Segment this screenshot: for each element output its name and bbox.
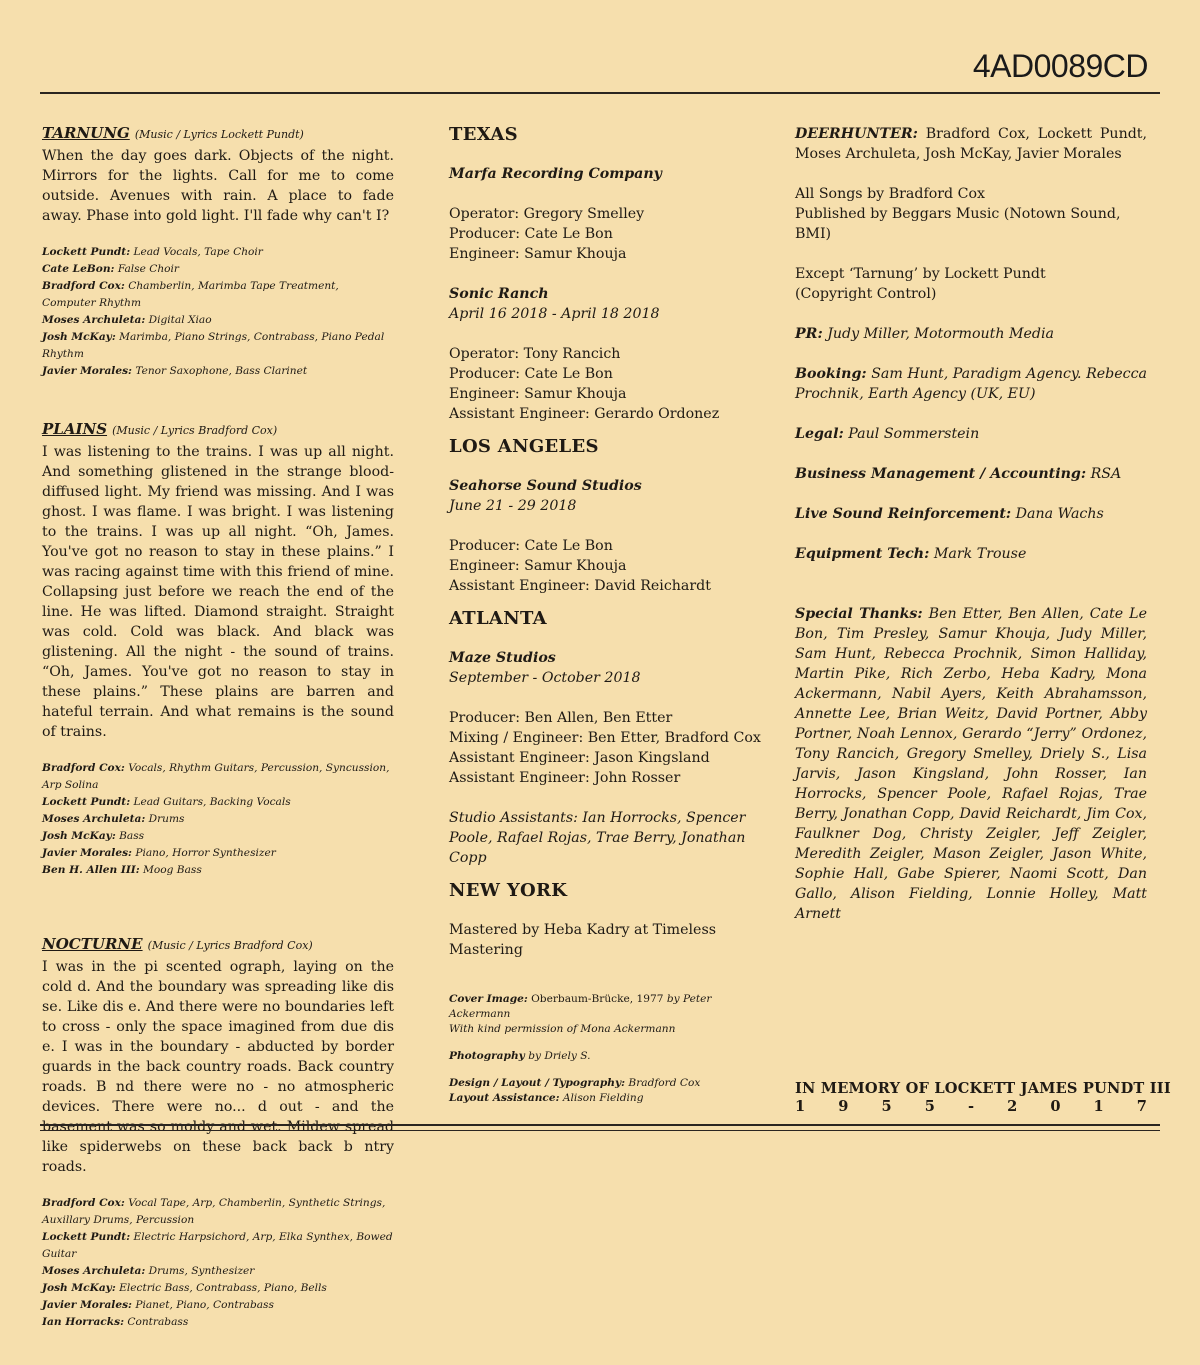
location-heading-la: LOS ANGELES [449, 436, 599, 457]
credit-line [42, 811, 394, 828]
song-tarnung [42, 124, 394, 380]
credit-name: Cate LeBon: [42, 263, 115, 275]
song-lyrics: I was listening to the trains. I was up all night. And something glistened in the strange blood-diffused light. My friend was missing. And I was ghost. I was flame. I was bright. I was listening to the trains. I was up all night. “Oh, James. You've got no reason to stay in these plains.” I was racing against time with this friend of mine. Collapsing just before we reach the end of the line. He was lifted. Diamond straight. Straight was cold. Cold was black. And black was glistening. All the night - the sound of trains. “Oh, James. You've got no reason to stay in these plains.” These plains are barren and hateful terrain. And what remains is the sound of trains. [42, 444, 394, 740]
studio-assistants: Studio Assistants: Ian Horrocks, Spencer Poole, Rafael Rojas, Trae Berry, Jonathan Copp [449, 810, 746, 866]
credit-role: Marimba, Piano Strings, Contrabass, Piano Pedal Rhythm [42, 331, 385, 360]
design-label: Design / Layout / Typography: [449, 1077, 626, 1089]
studio-date: September - October 2018 [449, 670, 641, 686]
studio-credit: Mixing / Engineer: Ben Etter, Bradford Cox [449, 730, 761, 746]
memorial-title: IN MEMORY OF LOCKETT JAMES PUNDT III [795, 1080, 1171, 1097]
credit-name: Moses Archuleta: [42, 813, 146, 825]
studio-name: Sonic Ranch [449, 286, 549, 302]
credit-line [42, 828, 394, 845]
credit-name: Javier Morales: [42, 847, 132, 859]
credit-role: Chamberlin, Marimba Tape Treatment, Computer Rhythm [42, 280, 339, 309]
credits-column [795, 124, 1147, 944]
layout-assist-credit [449, 1091, 767, 1106]
credit-line [42, 1263, 394, 1280]
pr-credit: PR: Judy Miller, Motormouth Media [795, 326, 1055, 342]
credit-line [42, 312, 394, 329]
legal-credit: Legal: Paul Sommerstein [795, 426, 980, 442]
credit-line [42, 1195, 394, 1229]
credit-name: Ben H. Allen III: [42, 864, 140, 876]
credit-name: Josh McKay: [42, 331, 116, 343]
studio-credit: Producer: Cate Le Bon [449, 226, 613, 242]
bottom-rule [40, 1124, 1160, 1131]
catalog-number: 4AD0089CD [972, 48, 1148, 84]
location-heading-newyork: NEW YORK [449, 880, 568, 901]
studio-credit: Assistant Engineer: John Rosser [449, 770, 681, 786]
credit-name: Lockett Pundt: [42, 246, 131, 258]
song-subtitle: (Music / Lyrics Bradford Cox) [147, 939, 313, 952]
band-lineup [795, 124, 1147, 164]
credit-line [42, 845, 394, 862]
credit-name: Moses Archuleta: [42, 1265, 146, 1277]
studio-credit: Operator: Tony Rancich [449, 346, 621, 362]
credit-role: Drums, Synthesizer [148, 1265, 255, 1277]
top-rule [40, 92, 1160, 94]
recording-column [449, 124, 767, 1106]
studio-credit: Operator: Gregory Smelley [449, 206, 645, 222]
exception-note: Except ‘Tarnung’ by Lockett Pundt (Copyright Control) [795, 266, 1046, 302]
studio-name: Seahorse Sound Studios [449, 478, 642, 494]
credit-role: Vocal Tape, Arp, Chamberlin, Synthetic Strings, Auxillary Drums, Percussion [42, 1197, 386, 1226]
studio-date: June 21 - 29 2018 [449, 498, 577, 514]
song-subtitle: (Music / Lyrics Bradford Cox) [112, 424, 278, 437]
studio-credit: Producer: Cate Le Bon [449, 538, 613, 554]
credit-line [42, 862, 394, 879]
business-credit: Business Management / Accounting: RSA [795, 466, 1122, 482]
credit-name: Javier Morales: [42, 1299, 132, 1311]
studio-credit: Assistant Engineer: Jason Kingsland [449, 750, 710, 766]
credit-role: Lead Vocals, Tape Choir [133, 246, 263, 258]
layout-assist-name: Alison Fielding [562, 1092, 644, 1104]
song-title: TARNUNG [42, 124, 130, 142]
credit-line [42, 1314, 394, 1331]
credit-role: Electric Bass, Contrabass, Piano, Bells [119, 1282, 327, 1294]
live-sound-credit: Live Sound Reinforcement: Dana Wachs [795, 506, 1104, 522]
song-nocturne [42, 935, 394, 1331]
song-plains [42, 420, 394, 879]
credit-line [42, 363, 394, 380]
credit-role: Tenor Saxophone, Bass Clarinet [135, 365, 308, 377]
publishing [795, 184, 1147, 244]
credit-role: Moog Bass [143, 864, 202, 876]
band-members: Bradford Cox, Lockett Pundt, Moses Archuleta, Josh McKay, Javier Morales [795, 126, 1148, 162]
credit-role: Lead Guitars, Backing Vocals [133, 796, 291, 808]
cover-credit [449, 992, 767, 1022]
credit-name: Ian Horracks: [42, 1316, 124, 1328]
memorial [795, 1080, 1171, 1116]
credit-name: Josh McKay: [42, 1282, 116, 1294]
credit-line [42, 1297, 394, 1314]
credit-line [42, 1280, 394, 1297]
credit-role: Digital Xiao [148, 314, 212, 326]
studio-credit: Producer: Ben Allen, Ben Etter [449, 710, 673, 726]
special-thanks: Special Thanks: Ben Etter, Ben Allen, Cate Le Bon, Tim Presley, Samur Khouja, Judy Miller, Sam Hunt, Rebecca Prochnik, Simon Halliday, Martin Pike, Rich Zerbo, Heba Kadry, Mona Ackermann, Nabil Ayers, Keith Abrahamsson, Annette Lee, Brian Weitz, David Portner, Abby Portner, Noah Lennox, Gerardo “Jerry” Ordonez, Tony Rancich, Gregory Smelley, Driely S., Lisa Jarvis, Jason Kingsland, John Rosser, Ian Horrocks, Spencer Poole, Rafael Rojas, Trae Berry, Jonathan Copp, David Reichardt, Jim Cox, Faulkner Dog, Christy Zeigler, Jeff Zeigler, Meredith Zeigler, Mason Zeigler, Jason White, Sophie Hall, Gabe Spierer, Naomi Scott, Dan Gallo, Alison Fielding, Lonnie Holley, Matt Arnett [795, 606, 1147, 922]
credit-name: Lockett Pundt: [42, 796, 131, 808]
photography-credit [449, 1049, 767, 1064]
credit-line [42, 1229, 394, 1263]
song-title: PLAINS [42, 420, 108, 438]
credit-name: Bradford Cox: [42, 762, 125, 774]
studio-credit: Assistant Engineer: Gerardo Ordonez [449, 406, 720, 422]
credit-line [42, 329, 394, 363]
design-name: Bradford Cox [628, 1077, 701, 1089]
studio-credit: Producer: Cate Le Bon [449, 366, 613, 382]
booking-credit: Booking: Sam Hunt, Paradigm Agency. Rebecca Prochnik, Earth Agency (UK, EU) [795, 366, 1147, 402]
song-subtitle: (Music / Lyrics Lockett Pundt) [134, 128, 304, 141]
credit-role: Drums [148, 813, 185, 825]
song-credits [42, 1195, 394, 1331]
studio-name: Marfa Recording Company [449, 166, 662, 182]
credit-name: Josh McKay: [42, 830, 116, 842]
location-heading-texas: TEXAS [449, 124, 518, 145]
credit-line [42, 261, 394, 278]
photography-name: by Driely S. [528, 1050, 591, 1062]
song-credits [42, 244, 394, 380]
credit-line [42, 278, 394, 312]
photography-label: Photography [449, 1050, 525, 1062]
credit-line [42, 760, 394, 794]
songs-column [42, 124, 394, 1365]
location-heading-atlanta: ATLANTA [449, 608, 547, 629]
credit-name: Bradford Cox: [42, 1197, 125, 1209]
credit-role: Contrabass [127, 1316, 189, 1328]
cover-permission: With kind permission of Mona Ackermann [449, 1023, 676, 1035]
band-label: DEERHUNTER: [795, 126, 918, 142]
credit-name: Lockett Pundt: [42, 1231, 131, 1243]
credit-role: Pianet, Piano, Contrabass [135, 1299, 274, 1311]
cover-photographer: by Peter Ackermann [449, 993, 712, 1020]
song-credits [42, 760, 394, 879]
song-lyrics: I was in the pi scented ograph, laying on the cold d. And the boundary was spreading like dis se. Like dis e. And there were no boundaries left to cross - only the space imagined from due dis e. I was in the boundary - abducted by border guards in the back country roads. Back country roads. B nd there were no - no atmospheric devices. There were no... d out - and the basement was so moldy and wet. Mildew spread like spiderwebs on these back back b ntry roads. [42, 959, 394, 1175]
equipment-credit: Equipment Tech: Mark Trouse [795, 546, 1027, 562]
studio-credit: Assistant Engineer: David Reichardt [449, 578, 711, 594]
credit-role: Vocals, Rhythm Guitars, Percussion, Syncussion, Arp Solina [42, 762, 390, 791]
song-lyrics: When the day goes dark. Objects of the night. Mirrors for the lights. Call for me to come outside. Avenues with rain. A place to fade away. Phase into gold light. I'll fade why can't I? [42, 148, 394, 224]
credit-line [42, 794, 394, 811]
mastering-credit: Mastered by Heba Kadry at Timeless Mastering [449, 922, 717, 958]
cover-label: Cover Image: [449, 993, 528, 1005]
studio-date: April 16 2018 - April 18 2018 [449, 306, 660, 322]
song-title: NOCTURNE [42, 935, 143, 953]
credit-role: False Choir [117, 263, 179, 275]
layout-assist-label: Layout Assistance: [449, 1092, 560, 1104]
credit-line [42, 244, 394, 261]
credit-name: Moses Archuleta: [42, 314, 146, 326]
studio-credit: Engineer: Samur Khouja [449, 386, 627, 402]
credit-name: Javier Morales: [42, 365, 132, 377]
credit-role: Piano, Horror Synthesizer [135, 847, 276, 859]
cover-title: Oberbaum-Brücke, 1977 [531, 993, 664, 1005]
credit-role: Bass [119, 830, 145, 842]
credit-name: Bradford Cox: [42, 280, 125, 292]
studio-name: Maze Studios [449, 650, 556, 666]
design-credit [449, 1076, 767, 1091]
memorial-years: 1 9 5 5 - 2 0 1 7 [795, 1098, 1147, 1115]
credit-role: Electric Harpsichord, Arp, Elka Synthex, Bowed Guitar [42, 1231, 393, 1260]
publisher: Published by Beggars Music (Notown Sound, BMI) [795, 206, 1121, 242]
studio-credit: Engineer: Samur Khouja [449, 246, 627, 262]
songs-by: All Songs by Bradford Cox [795, 186, 986, 202]
studio-credit: Engineer: Samur Khouja [449, 558, 627, 574]
